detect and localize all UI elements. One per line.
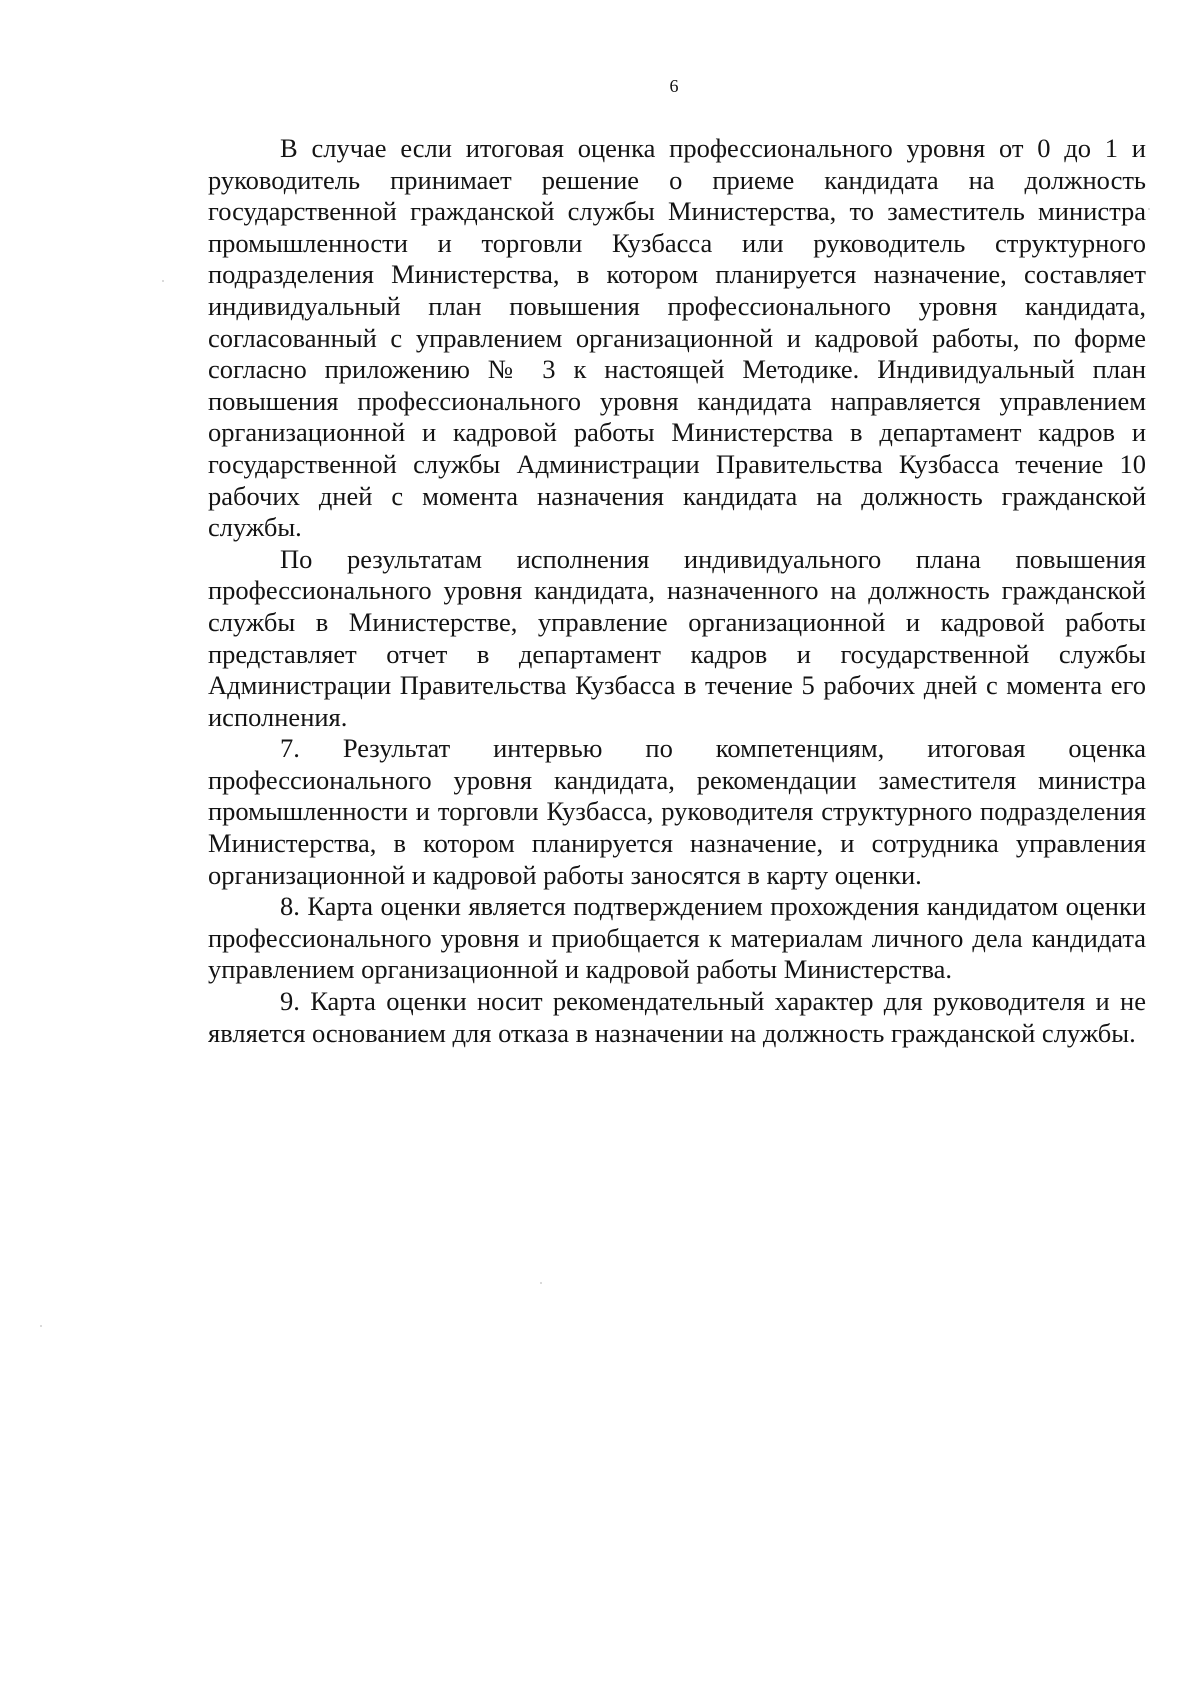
document-body bbox=[208, 133, 1146, 1049]
page-number: 6 bbox=[669, 76, 679, 96]
paragraph-item-7: 7. Результат интервью по компетенциям, итоговая оценка профессионального уровня кандидата, рекомендации заместителя министра промышленности и торговли Кузбасса, руководителя структурного подразделения Министерства, в котором планируется назначение, и сотрудника управления организационной и кадровой работы заносятся в карту оценки. bbox=[208, 733, 1146, 890]
scan-speck bbox=[540, 1282, 542, 1284]
scan-speck bbox=[40, 1325, 42, 1327]
paragraph-item-8: 8. Карта оценки является подтверждением прохождения кандидатом оценки профессионального уровня и приобщается к материалам личного дела кандидата управлением организационной и кадровой работы Министерства. bbox=[208, 891, 1146, 985]
paragraph-item-9: 9. Карта оценки носит рекомендательный характер для руководителя и не является основанием для отказа в назначении на должность гражданской службы. bbox=[208, 986, 1146, 1048]
paragraph-plan-report: По результатам исполнения индивидуального плана повышения профессионального уровня кандидата, назначенного на должность гражданской службы в Министерстве, управление организационной и кадровой работы представляет отчет в департамент кадров и государственной службы Администрации Правительства Кузбасса в течение 5 рабочих дней с момента его исполнения. bbox=[208, 543, 1146, 732]
scan-speck bbox=[162, 280, 164, 282]
paragraph-individual-plan: В случае если итоговая оценка профессионального уровня от 0 до 1 и руководитель принимает решение о приеме кандидата на должность государственной гражданской службы Министерства, то заместитель министра промышленности и торговли Кузбасса или руководитель структурного подразделения Министерства, в котором планируется назначение, составляет индивидуальный план повышения профессионального уровня кандидата, согласованный с управлением организационной и кадровой работы, по форме согласно приложению № 3 к настоящей Методике. Индивидуальный план повышения профессионального уровня кандидата направляется управлением организационной и кадровой работы Министерства в департамент кадров и государственной службы Администрации Правительства Кузбасса течение 10 рабочих дней с момента назначения кандидата на должность гражданской службы. bbox=[208, 133, 1146, 543]
scan-speck bbox=[1148, 208, 1150, 210]
